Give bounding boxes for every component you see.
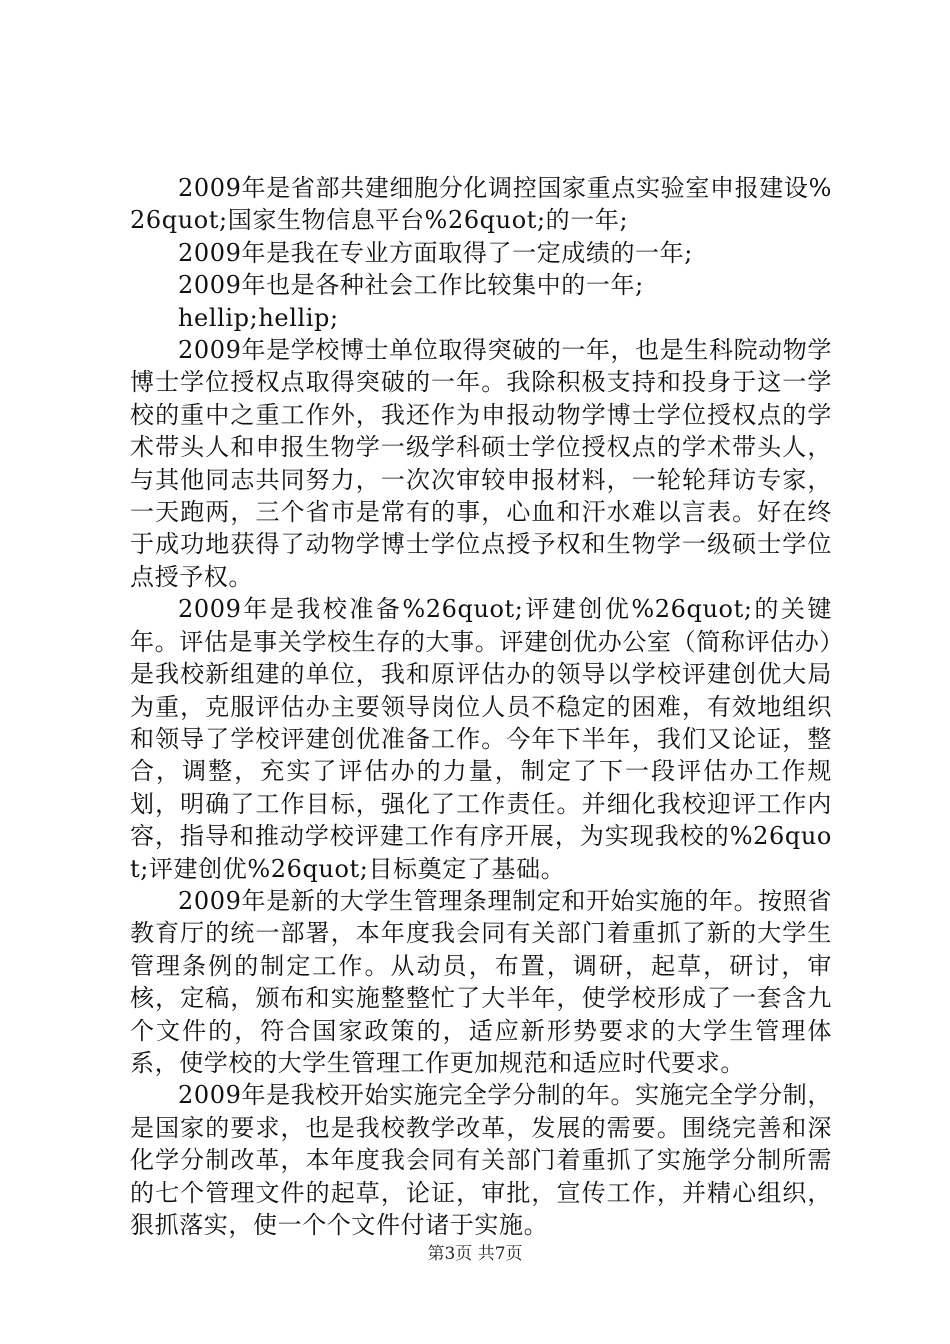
paragraph: 2009年是学校博士单位取得突破的一年，也是生科院动物学博士学位授权点取得突破的一年。我除积极支持和投身于这一学校的重中之重工作外，我还作为申报动物学博士学位授权点的学术带头人和申报生物学一级学科硕士学位授权点的学术带头人，与其他同志共同努力，一次次审较申报材料，一轮轮拜访专家，一天跑两，三个省市是常有的事，心血和汗水难以言表。好在终于成功地获得了动物学博士学位点授予权和生物学一级硕士学位点授予权。 — [130, 336, 832, 591]
paragraph: 2009年是我校开始实施完全学分制的年。实施完全学分制，是国家的要求，也是我校教学改革，发展的需要。围绕完善和深化学分制改革，本年度我会同有关部门着重抓了实施学分制所需的七个管理文件的起草，论证，审批，宣传工作，并精心组织，狠抓落实，使一个个文件付诸于实施。 — [130, 1081, 832, 1239]
paragraph: 2009年是新的大学生管理条理制定和开始实施的年。按照省教育厅的统一部署，本年度我会同有关部门着重抓了新的大学生管理条例的制定工作。从动员，布置，调研，起草，研讨，审核，定稿，颁布和实施整整忙了大半年，使学校形成了一套含九个文件的，符合国家政策的，适应新形势要求的大学生管理体系，使学校的大学生管理工作更加规范和适应时代要求。 — [130, 886, 832, 1077]
document-body — [130, 172, 832, 1241]
paragraph: hellip;hellip; — [178, 303, 339, 332]
paragraph: 2009年是我校准备%26quot;评建创优%26quot;的关键年。评估是事关学校生存的大事。评建创优办公室（简称评估办）是我校新组建的单位，我和原评估办的领导以学校评建创优大局为重，克服评估办主要领导岗位人员不稳定的困难，有效地组织和领导了学校评建创优准备工作。今年下半年，我们又论证，整合，调整，充实了评估办的力量，制定了下一段评估办工作规划，明确了工作目标，强化了工作责任。并细化我校迎评工作内容，指导和推动学校评建工作有序开展，为实现我校的%26quot;评建创优%26quot;目标奠定了基础。 — [130, 595, 832, 883]
paragraph: 2009年是省部共建细胞分化调控国家重点实验室申报建设%26quot;国家生物信息平台%26quot;的一年; — [130, 174, 832, 235]
paragraph: 2009年是我在专业方面取得了一定成绩的一年; — [178, 238, 693, 267]
page-number-footer: 第3页 共7页 — [427, 1244, 523, 1264]
paragraph: 2009年也是各种社会工作比较集中的一年; — [178, 271, 644, 300]
